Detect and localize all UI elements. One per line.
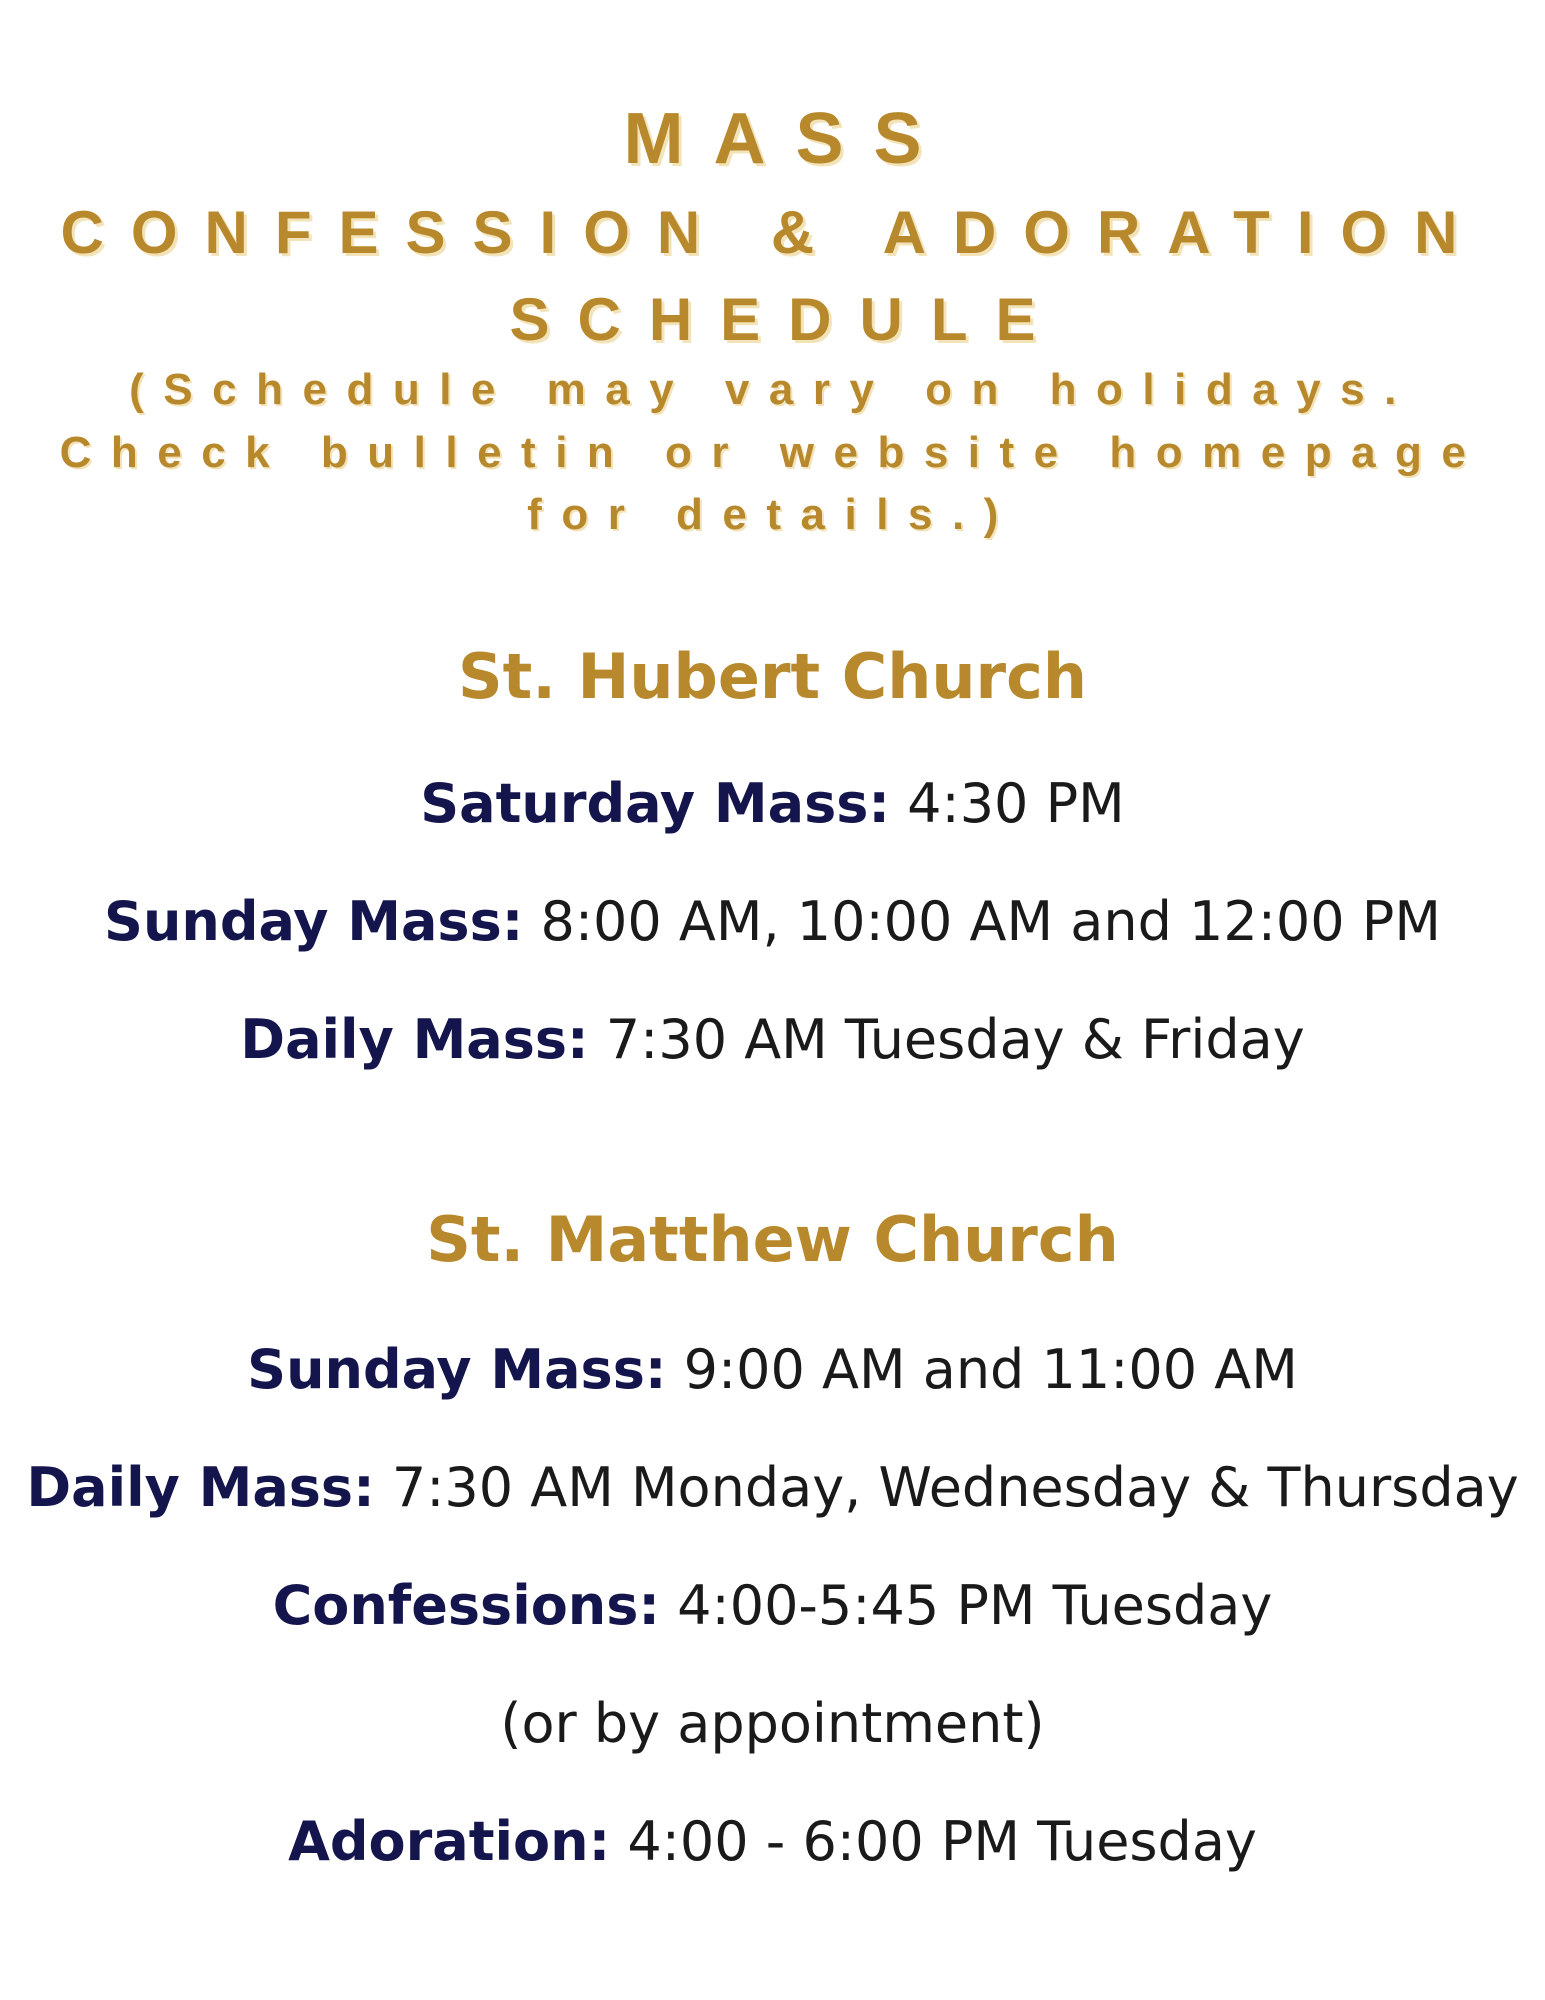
holiday-note-line-3: for details.) bbox=[527, 490, 1018, 539]
church-name-st-matthew: St. Matthew Church bbox=[426, 1203, 1119, 1276]
schedule-value: 7:30 AM Monday, Wednesday & Thursday bbox=[391, 1456, 1519, 1519]
holiday-note-line-1: (Schedule may vary on holidays. bbox=[129, 365, 1416, 414]
st-matthew-sunday-mass bbox=[0, 1338, 1545, 1401]
st-matthew-adoration bbox=[0, 1810, 1545, 1873]
title-mass: MASS bbox=[623, 99, 952, 179]
schedule-label: Confessions: bbox=[272, 1574, 660, 1637]
st-matthew-confessions-appointment bbox=[0, 1692, 1545, 1755]
schedule-label: Saturday Mass: bbox=[420, 772, 890, 835]
schedule-value: 8:00 AM, 10:00 AM and 12:00 PM bbox=[540, 890, 1441, 953]
schedule-label: Sunday Mass: bbox=[247, 1338, 667, 1401]
church-name-st-hubert: St. Hubert Church bbox=[458, 640, 1087, 713]
schedule-label: Daily Mass: bbox=[240, 1008, 589, 1071]
st-hubert-sunday-mass bbox=[0, 890, 1545, 953]
holiday-note-line-2: Check bulletin or website homepage bbox=[59, 428, 1486, 477]
schedule-label: Adoration: bbox=[288, 1810, 611, 1873]
st-hubert-daily-mass bbox=[0, 1008, 1545, 1071]
st-matthew-confessions bbox=[0, 1574, 1545, 1637]
st-matthew-daily-mass bbox=[0, 1456, 1545, 1519]
schedule-value: 4:00 - 6:00 PM Tuesday bbox=[627, 1810, 1257, 1873]
schedule-value: 4:00-5:45 PM Tuesday bbox=[677, 1574, 1273, 1637]
schedule-value: 4:30 PM bbox=[907, 772, 1125, 835]
schedule-label: Sunday Mass: bbox=[104, 890, 524, 953]
schedule-value: 9:00 AM and 11:00 AM bbox=[683, 1338, 1298, 1401]
st-hubert-saturday-mass bbox=[0, 772, 1545, 835]
schedule-value: 7:30 AM Tuesday & Friday bbox=[605, 1008, 1305, 1071]
title-confession-adoration: CONFESSION & ADORATION bbox=[60, 199, 1485, 266]
schedule-value: (or by appointment) bbox=[500, 1692, 1045, 1755]
schedule-label: Daily Mass: bbox=[26, 1456, 375, 1519]
title-schedule: SCHEDULE bbox=[509, 286, 1064, 353]
